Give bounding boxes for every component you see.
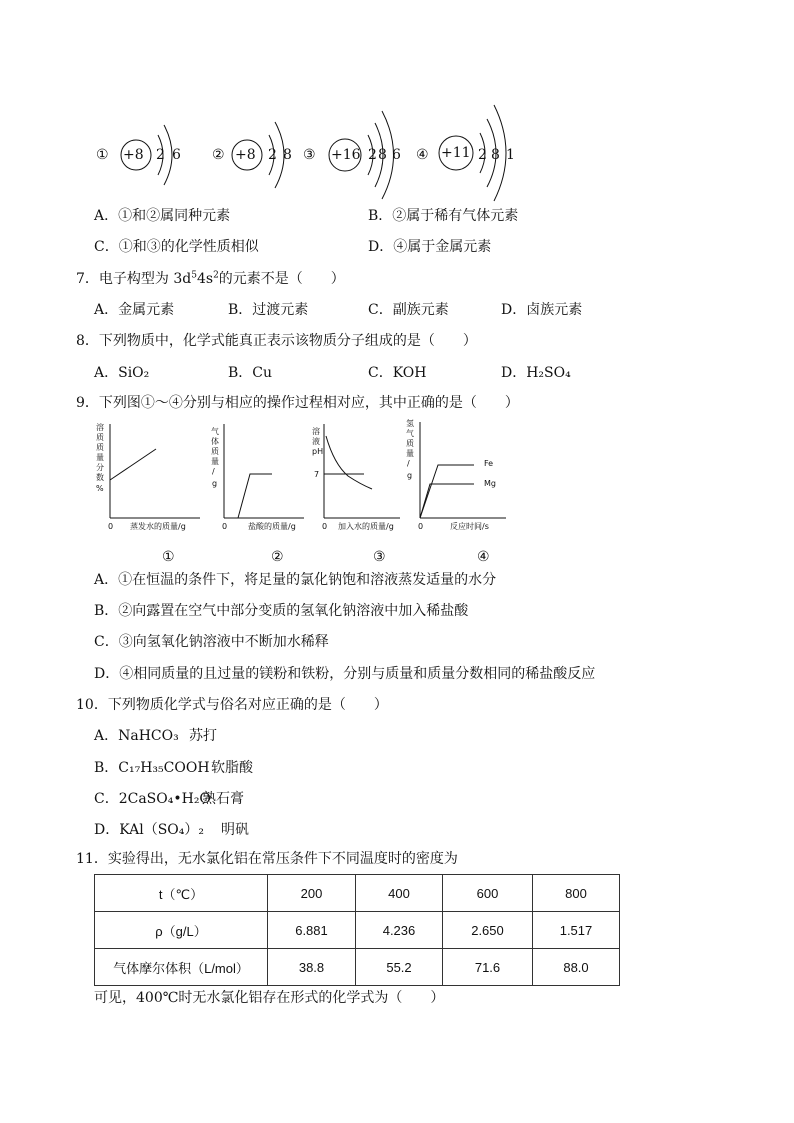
q6-option-d: D．④属于金属元素 bbox=[368, 239, 492, 255]
shell-count: 6 bbox=[172, 147, 181, 163]
q6-option-c: C．①和③的化学性质相似 bbox=[94, 239, 259, 255]
chart-ylabel: 质 bbox=[211, 447, 219, 456]
q7-stem-pre: 7．电子构型为 3d bbox=[76, 271, 192, 287]
chart-ylabel: g bbox=[407, 471, 413, 480]
q9-option-a: A．①在恒温的条件下，将足量的氯化钠饱和溶液蒸发适量的水分 bbox=[94, 572, 497, 588]
q9-chart-4-number: ④ bbox=[477, 549, 490, 565]
atom-number: ① bbox=[96, 147, 109, 163]
q9-option-c: C．③向氢氧化钠溶液中不断加水稀释 bbox=[94, 634, 329, 650]
chart-origin: 0 bbox=[108, 522, 114, 531]
chart-ylabel: 液 bbox=[312, 437, 320, 446]
table-header-cell: t（℃） bbox=[95, 875, 268, 912]
table-header-cell: 200 bbox=[268, 875, 356, 912]
q10-option-b-formula: B．C₁₇H₃₅COOH bbox=[94, 760, 210, 776]
q10-option-b-name: 软脂酸 bbox=[211, 760, 253, 776]
q8-option-b: B．Cu bbox=[228, 365, 273, 381]
table-cell: 38.8 bbox=[268, 949, 356, 986]
table-cell: 气体摩尔体积（L/mol） bbox=[95, 949, 268, 986]
q10-option-d-name: 明矾 bbox=[221, 822, 249, 838]
q7-option-b: B．过渡元素 bbox=[228, 302, 309, 318]
chart-line bbox=[326, 436, 372, 489]
q10-stem: 10．下列物质化学式与俗名对应正确的是（ ） bbox=[76, 697, 388, 713]
table-cell: 6.881 bbox=[268, 912, 356, 949]
atom-nucleus: +11 bbox=[441, 145, 471, 161]
chart-line bbox=[110, 449, 156, 480]
chart-ylabel: 体 bbox=[211, 437, 219, 446]
table-row bbox=[95, 912, 620, 949]
shell-count: 8 bbox=[378, 147, 387, 163]
q9-chart-1 bbox=[92, 418, 202, 538]
q9-chart-1-number: ① bbox=[162, 549, 175, 565]
table-header-cell: 400 bbox=[356, 875, 443, 912]
q10-option-a-name: 苏打 bbox=[189, 728, 217, 744]
shell-count: 2 bbox=[478, 147, 487, 163]
atom-nucleus: +8 bbox=[235, 147, 256, 163]
q10-option-c-name: 熟石膏 bbox=[202, 791, 244, 807]
q9-chart-4 bbox=[402, 416, 517, 538]
q7-stem bbox=[76, 270, 345, 288]
shell-count: 2 bbox=[368, 147, 377, 163]
chart-origin: 0 bbox=[222, 522, 228, 531]
q8-stem: 8．下列物质中，化学式能真正表示该物质分子组成的是（ ） bbox=[76, 333, 477, 349]
chart-xlabel: 反应时间/s bbox=[450, 522, 489, 531]
table-cell: 4.236 bbox=[356, 912, 443, 949]
q9-option-d: D．④相同质量的且过量的镁粉和铁粉，分别与质量和质量分数相同的稀盐酸反应 bbox=[94, 666, 596, 682]
q9-chart-2-number: ② bbox=[271, 549, 284, 565]
chart-ylabel: 量 bbox=[96, 453, 104, 462]
chart-ylabel: 溶 bbox=[312, 427, 320, 436]
q7-option-a: A．金属元素 bbox=[94, 302, 175, 318]
atom-number: ④ bbox=[416, 147, 429, 163]
chart-ylabel: / bbox=[212, 467, 215, 476]
chart-xlabel: 加入水的质量/g bbox=[338, 522, 394, 531]
chart-ylabel: 质 bbox=[96, 443, 104, 452]
shell-count: 8 bbox=[283, 147, 292, 163]
q10-option-c-formula: C．2CaSO₄•H₂O bbox=[94, 791, 211, 807]
chart-ytick: 7 bbox=[314, 470, 320, 479]
q9-option-b: B．②向露置在空气中部分变质的氢氧化钠溶液中加入稀盐酸 bbox=[94, 603, 469, 619]
chart-series-label: Fe bbox=[484, 459, 494, 468]
table-header-cell: 600 bbox=[443, 875, 533, 912]
shell-count: 6 bbox=[392, 147, 401, 163]
chart-origin: 0 bbox=[418, 522, 424, 531]
shell-count: 2 bbox=[156, 147, 165, 163]
q8-option-a: A．SiO₂ bbox=[94, 365, 150, 381]
table-cell: 88.0 bbox=[533, 949, 620, 986]
q10-option-a-formula: A．NaHCO₃ bbox=[94, 728, 179, 744]
table-row bbox=[95, 875, 620, 912]
chart-ylabel: 气 bbox=[211, 427, 219, 436]
q8-option-d: D．H₂SO₄ bbox=[501, 365, 571, 381]
atom-number: ② bbox=[212, 147, 225, 163]
chart-ylabel: 量 bbox=[211, 457, 219, 466]
q9-stem: 9．下列图①～④分别与相应的操作过程相对应，其中正确的是（ ） bbox=[76, 395, 519, 411]
chart-ylabel: 质 bbox=[406, 439, 414, 448]
table-cell: 55.2 bbox=[356, 949, 443, 986]
chart-ylabel: 数 bbox=[96, 473, 104, 482]
chart-line-mg bbox=[420, 484, 474, 518]
shell-count: 1 bbox=[506, 147, 515, 163]
chart-xlabel: 盐酸的质量/g bbox=[248, 522, 296, 531]
q7-stem-post: 的元素不是（ ） bbox=[218, 271, 345, 287]
q10-option-d-formula: D．KAl（SO₄）₂ bbox=[94, 822, 204, 838]
atom-nucleus: +16 bbox=[331, 147, 361, 163]
chart-ylabel: g bbox=[212, 479, 218, 488]
chart-ylabel: 量 bbox=[406, 449, 414, 458]
chart-ylabel: 分 bbox=[96, 463, 104, 472]
atom-nucleus: +8 bbox=[123, 147, 144, 163]
q9-chart-3 bbox=[308, 418, 408, 538]
density-table bbox=[94, 874, 620, 986]
chart-ylabel: pH bbox=[312, 447, 324, 456]
chart-ylabel: / bbox=[407, 459, 410, 468]
chart-ylabel: 质 bbox=[96, 433, 104, 442]
table-cell: ρ（g/L） bbox=[95, 912, 268, 949]
q11-follow: 可见，400℃时无水氯化铝存在形式的化学式为（ ） bbox=[94, 990, 445, 1006]
table-cell: 1.517 bbox=[533, 912, 620, 949]
table-cell: 2.650 bbox=[443, 912, 533, 949]
q7-mid: 4s bbox=[196, 271, 214, 287]
chart-series-label: Mg bbox=[484, 479, 496, 488]
table-cell: 71.6 bbox=[443, 949, 533, 986]
q7-sup1: 5 bbox=[191, 270, 197, 281]
shell-count: 2 bbox=[268, 147, 277, 163]
table-header-cell: 800 bbox=[533, 875, 620, 912]
q8-option-c: C．KOH bbox=[368, 365, 427, 381]
q7-option-d: D．卤族元素 bbox=[501, 302, 583, 318]
q9-chart-3-number: ③ bbox=[373, 549, 386, 565]
table-row bbox=[95, 949, 620, 986]
q7-sup2: 2 bbox=[213, 270, 219, 281]
q11-stem: 11．实验得出，无水氯化铝在常压条件下不同温度时的密度为 bbox=[76, 851, 458, 867]
chart-line bbox=[224, 474, 272, 518]
chart-ylabel: % bbox=[96, 484, 104, 493]
chart-ylabel: 气 bbox=[406, 429, 414, 438]
atom-number: ③ bbox=[303, 147, 316, 163]
q6-option-a: A．①和②属同种元素 bbox=[94, 208, 231, 224]
q7-option-c: C．副族元素 bbox=[368, 302, 449, 318]
q6-option-b: B．②属于稀有气体元素 bbox=[368, 208, 519, 224]
q9-chart-2 bbox=[208, 418, 308, 538]
chart-ylabel: 溶 bbox=[96, 423, 104, 432]
chart-ylabel: 氢 bbox=[406, 419, 414, 428]
chart-origin: 0 bbox=[322, 522, 328, 531]
shell-count: 8 bbox=[491, 147, 500, 163]
chart-xlabel: 蒸发水的质量/g bbox=[130, 522, 186, 531]
